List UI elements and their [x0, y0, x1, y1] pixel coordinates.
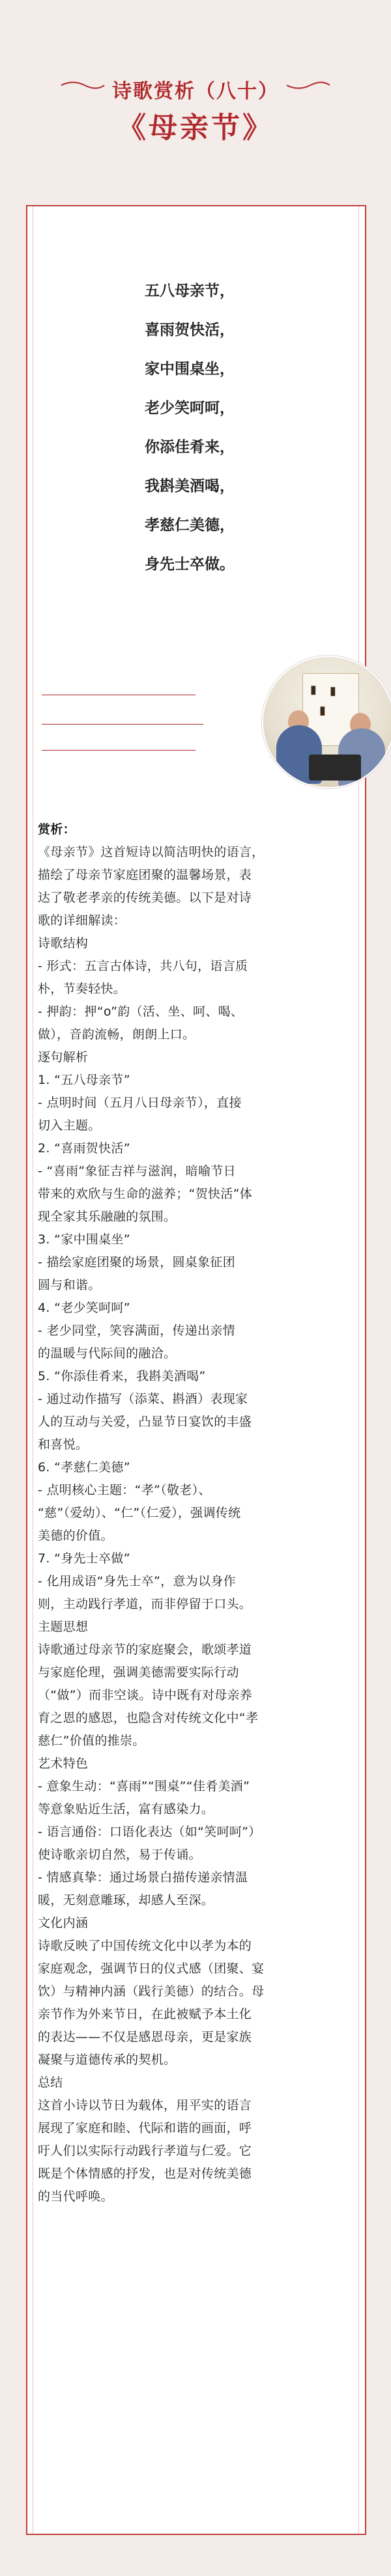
- analysis-line: 歌的详细解读：: [38, 913, 126, 928]
- divider-line: [42, 750, 195, 751]
- analysis-line: - 老少同堂，笑容满面，传递出亲情: [38, 1323, 235, 1338]
- poem-line: 老少笑呵呵，: [145, 400, 235, 417]
- analysis-line: - 押韵：押“o”韵（活、坐、呵、喝、: [38, 1004, 244, 1019]
- analysis-line: 3. “家中围桌坐”: [38, 1232, 130, 1247]
- analysis-line: 文化内涵: [38, 1916, 89, 1930]
- analysis-line: 既是个体情感的抒发，也是对传统美德: [38, 2167, 252, 2181]
- analysis-line: （“做”）而非空谈。诗中既有对母亲养: [38, 1688, 253, 1702]
- analysis-line: 慈仁”价值的推崇。: [38, 1734, 145, 1748]
- analysis-line: - 语言通俗：口语化表达（如“笑呵呵”）: [38, 1825, 261, 1839]
- calligraphy-mark-icon: ▮: [319, 704, 326, 717]
- analysis-line: 诗歌通过母亲节的家庭聚会，歌颂孝道: [38, 1642, 252, 1657]
- analysis-line: 和喜悦。: [38, 1437, 89, 1452]
- analysis-line: “慈”（爱幼）、“仁”（仁爱），强调传统: [38, 1506, 241, 1520]
- analysis-line: 达了敬老孝亲的传统美德。以下是对诗: [38, 891, 252, 905]
- analysis-line: 5. “你添佳肴来，我斟美酒喝”: [38, 1369, 206, 1383]
- poem-line: 五八母亲节，: [145, 283, 235, 299]
- analysis-line: 4. “老少笑呵呵”: [38, 1301, 130, 1315]
- poem-line: 你添佳肴来，: [145, 439, 235, 456]
- analysis-line: 朴，节奏轻快。: [38, 982, 126, 996]
- analysis-line: - 意象生动：“喜雨”“围桌”“佳肴美酒”: [38, 1779, 250, 1794]
- analysis-line: 凝聚与道德传承的契机。: [38, 2053, 177, 2067]
- content-card: [26, 205, 366, 2535]
- calligraphy-mark-icon: ▮: [330, 684, 336, 698]
- analysis-line: 亲节作为外来节日，在此被赋予本土化: [38, 2007, 252, 2021]
- analysis-line: - 形式：五言古体诗，共八句，语言质: [38, 959, 248, 973]
- analysis-line: 6. “孝慈仁美德”: [38, 1460, 130, 1475]
- analysis-line: 的表达——不仅是感恩母亲，更是家族: [38, 2030, 252, 2044]
- poem-line: 我斟美酒喝，: [145, 478, 235, 495]
- analysis-line: 暖，无刻意雕琢，却感人至深。: [38, 1893, 214, 1907]
- analysis-line: - 化用成语“身先士卒”，意为以身作: [38, 1574, 236, 1588]
- analysis-line: 诗歌结构: [38, 936, 89, 950]
- header: [0, 0, 391, 176]
- analysis-line: 人的互动与关爱，凸显节日宴饮的丰盛: [38, 1415, 252, 1429]
- poem-title: 《母亲节》: [117, 111, 274, 145]
- analysis-line: 1. “五八母亲节”: [38, 1073, 130, 1087]
- page-title: 诗歌赏析（八十）: [112, 80, 279, 103]
- analysis-line: - 点明核心主题：“孝”（敬老）、: [38, 1483, 211, 1497]
- family-dinner-photo-icon: [262, 656, 391, 788]
- analysis-line: 与家庭伦理，强调美德需要实际行动: [38, 1665, 239, 1680]
- analysis-line: 诗歌反映了中国传统文化中以孝为本的: [38, 1939, 252, 1953]
- analysis-line: 的当代呼唤。: [38, 2189, 113, 2204]
- poem-body: [145, 271, 327, 584]
- analysis-line: - “喜雨”象征吉祥与滋润，暗喻节日: [38, 1164, 236, 1178]
- analysis-line: 主题思想: [38, 1620, 89, 1634]
- analysis-line: 切入主题。: [38, 1118, 101, 1133]
- analysis-line: - 情感真挚：通过场景白描传递亲情温: [38, 1870, 248, 1885]
- analysis-heading: 赏析：: [38, 822, 76, 837]
- analysis-line: 圆与和谐。: [38, 1278, 101, 1292]
- poem-line: 身先士卒做。: [145, 556, 235, 573]
- divider-line: [42, 724, 203, 725]
- poem-line: 喜雨贺快活，: [145, 322, 235, 339]
- analysis-line: 艺术特色: [38, 1756, 89, 1771]
- analysis-line: - 通过动作描写（添菜、斟酒）表现家: [38, 1392, 248, 1406]
- analysis-line: 《母亲节》这首短诗以简洁明快的语言，: [38, 845, 265, 859]
- analysis-line: 的温暖与代际间的融洽。: [38, 1346, 177, 1361]
- analysis-line: 家庭观念，强调节日的仪式感（团聚、宴: [38, 1961, 265, 1976]
- analysis-line: 展现了家庭和睦、代际和谐的画面，呼: [38, 2121, 252, 2135]
- analysis-line: 逐句解析: [38, 1050, 89, 1064]
- analysis-line: 这首小诗以节日为载体，用平实的语言: [38, 2098, 252, 2112]
- analysis-line: - 点明时间（五月八日母亲节），直接: [38, 1096, 242, 1110]
- poem-line: 家中围桌坐，: [145, 361, 235, 378]
- analysis-line: 7. “身先士卒做”: [38, 1551, 130, 1566]
- analysis-line: 饮）与精神内涵（践行美德）的结合。母: [38, 1984, 265, 1999]
- flourish-right-icon: [285, 79, 331, 91]
- analysis-line: 2. “喜雨贺快活”: [38, 1141, 130, 1156]
- analysis-line: 做），音韵流畅，朗朗上口。: [38, 1027, 195, 1042]
- analysis-body: [34, 818, 360, 2208]
- analysis-line: 吁人们以实际行动践行孝道与仁爱。它: [38, 2144, 252, 2158]
- calligraphy-mark-icon: ▮: [310, 683, 317, 697]
- poem-line: 孝慈仁美德，: [145, 517, 235, 534]
- analysis-line: 带来的欢欣与生命的滋养；“贺快活”体: [38, 1187, 253, 1201]
- analysis-line: 育之恩的感恩，也隐含对传统文化中“孝: [38, 1711, 259, 1725]
- analysis-line: 美德的价值。: [38, 1529, 113, 1543]
- analysis-line: 等意象贴近生活，富有感染力。: [38, 1802, 214, 1816]
- photo-block: [27, 656, 365, 792]
- analysis-line: 描绘了母亲节家庭团聚的温馨场景，表: [38, 868, 252, 882]
- dining-table-icon: [309, 755, 361, 781]
- analysis-line: 现全家其乐融融的氛围。: [38, 1210, 177, 1224]
- analysis-line: 则，主动践行孝道，而非停留于口头。: [38, 1597, 252, 1611]
- analysis-line: 总结: [38, 2075, 63, 2090]
- analysis-line: - 描绘家庭团聚的场景，圆桌象征团: [38, 1255, 235, 1269]
- analysis-line: 使诗歌亲切自然，易于传诵。: [38, 1848, 201, 1862]
